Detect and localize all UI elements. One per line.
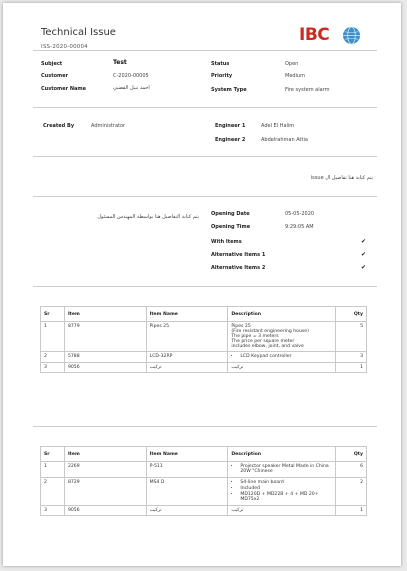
customer-name-value: احمد نبيل الفضبي <box>113 85 150 91</box>
description-list <box>231 354 332 359</box>
table-header-row <box>41 307 367 322</box>
company-logo <box>299 25 363 47</box>
cell-item: 2269 <box>64 462 146 478</box>
cell-qty: 1 <box>336 506 367 516</box>
cell-item: 9056 <box>64 363 146 373</box>
customer-label: Customer <box>41 73 69 79</box>
with-items-label: With Items <box>211 239 242 245</box>
opening-date-label: Opening Date <box>211 211 250 217</box>
table-row <box>41 478 367 506</box>
customer-name-label: Customer Name <box>41 86 86 92</box>
cell-qty: 6 <box>336 462 367 478</box>
description-line: includes elbow, joint, and valve <box>231 344 304 349</box>
cell-item: 9056 <box>64 506 146 516</box>
engineer1-value: Adel El Halim <box>261 123 295 129</box>
col-item-name: Item Name <box>146 447 228 462</box>
divider <box>33 286 377 287</box>
cell-sr: 3 <box>41 506 65 516</box>
created-by-value: Administrator <box>91 123 126 129</box>
engineer2-value: Abdelrahman Attia <box>261 137 308 143</box>
description-list <box>231 464 332 474</box>
description-bullet: • Projector speaker Metal Made in China 20W "Chinese <box>240 464 332 474</box>
cell-sr: 2 <box>41 352 65 363</box>
description-line: Pipes 25 <box>231 324 251 329</box>
alt-items1-label: Alternative Items 1 <box>211 252 266 258</box>
col-sr: Sr <box>41 447 65 462</box>
cell-item: 5788 <box>64 352 146 363</box>
alt-items2-label: Alternative Items 2 <box>211 265 266 271</box>
alt-items2-check-icon: ✔ <box>361 264 367 271</box>
divider <box>33 50 377 51</box>
items-table-2 <box>40 446 367 516</box>
table-row <box>41 352 367 363</box>
document-title: Technical Issue <box>41 27 116 38</box>
cell-qty: 3 <box>336 352 367 363</box>
divider <box>33 107 377 108</box>
created-by-label: Created By <box>43 123 75 129</box>
priority-label: Priority <box>211 73 233 79</box>
cell-description <box>228 462 336 478</box>
col-item: Item <box>64 307 146 322</box>
col-qty: Qty <box>336 307 367 322</box>
description-bullet: • MD120D + MD22B + 4 + MD 20+ MD75x2 <box>240 492 332 502</box>
issue-details: يتم كتابة هنا تفاصيل ال issue <box>310 175 373 181</box>
alt-items1-check-icon: ✔ <box>361 251 367 258</box>
description-bullet: • LCD Keypad controller <box>240 354 332 359</box>
opening-date-value: 05-05-2020 <box>285 211 315 217</box>
document-number: ISS-2020-00004 <box>41 44 88 50</box>
engineer2-label: Engineer 2 <box>215 137 246 143</box>
cell-description <box>228 478 336 506</box>
cell-description: تركيب <box>228 506 336 516</box>
col-description: Description <box>228 447 336 462</box>
cell-item-name: Pipes 25 <box>146 322 228 352</box>
table-header-row <box>41 447 367 462</box>
table-row <box>41 506 367 516</box>
col-sr: Sr <box>41 307 65 322</box>
cell-item-name: تركيب <box>146 363 228 373</box>
cell-description <box>228 352 336 363</box>
description-bullet: • Included <box>240 486 332 491</box>
cell-item-name: تركيب <box>146 506 228 516</box>
engineer-notes: يتم كتابة التفاصيل هنا بواسطة المهندس المسئول <box>97 214 199 220</box>
cell-item-name: MS4 D <box>146 478 228 506</box>
status-value: Open <box>285 61 299 67</box>
table-row <box>41 363 367 373</box>
opening-time-label: Opening Time <box>211 224 251 230</box>
cell-item: 8779 <box>64 322 146 352</box>
logo-text: IBC <box>299 25 330 45</box>
description-list <box>231 480 332 502</box>
priority-value: Medium <box>285 73 305 79</box>
col-qty: Qty <box>336 447 367 462</box>
cell-sr: 3 <box>41 363 65 373</box>
divider <box>33 156 377 157</box>
col-description: Description <box>228 307 336 322</box>
system-type-value: Fire system alarm <box>285 87 330 93</box>
col-item: Item <box>64 447 146 462</box>
cell-description: تركيب <box>228 363 336 373</box>
cell-qty: 1 <box>336 363 367 373</box>
cell-qty: 5 <box>336 322 367 352</box>
cell-description <box>228 322 336 352</box>
subject-value: Test <box>113 59 127 66</box>
subject-label: Subject <box>41 61 63 67</box>
description-line: The pipe = 3 meters <box>231 334 279 339</box>
engineer1-label: Engineer 1 <box>215 123 246 129</box>
cell-item-name: LCD-32RP <box>146 352 228 363</box>
document-page <box>3 3 401 566</box>
cell-sr: 2 <box>41 478 65 506</box>
opening-time-value: 9:29:05 AM <box>285 224 314 230</box>
divider <box>33 196 377 197</box>
description-bullet: • S4-line main board <box>240 480 332 485</box>
cell-item-name: P-511 <box>146 462 228 478</box>
table-row <box>41 462 367 478</box>
col-item-name: Item Name <box>146 307 228 322</box>
customer-value: C-2020-00005 <box>113 73 149 79</box>
system-type-label: System Type <box>211 87 247 93</box>
cell-sr: 1 <box>41 462 65 478</box>
table-row <box>41 322 367 352</box>
cell-sr: 1 <box>41 322 65 352</box>
description-line: The price per square meter <box>231 339 295 344</box>
status-label: Status <box>211 61 230 67</box>
cell-item: 8729 <box>64 478 146 506</box>
items-table-1 <box>40 306 367 373</box>
divider <box>33 426 377 427</box>
globe-icon <box>342 26 361 45</box>
with-items-check-icon: ✔ <box>361 238 367 245</box>
description-line: (Fire resistant engineering house) <box>231 329 309 334</box>
cell-qty: 2 <box>336 478 367 506</box>
